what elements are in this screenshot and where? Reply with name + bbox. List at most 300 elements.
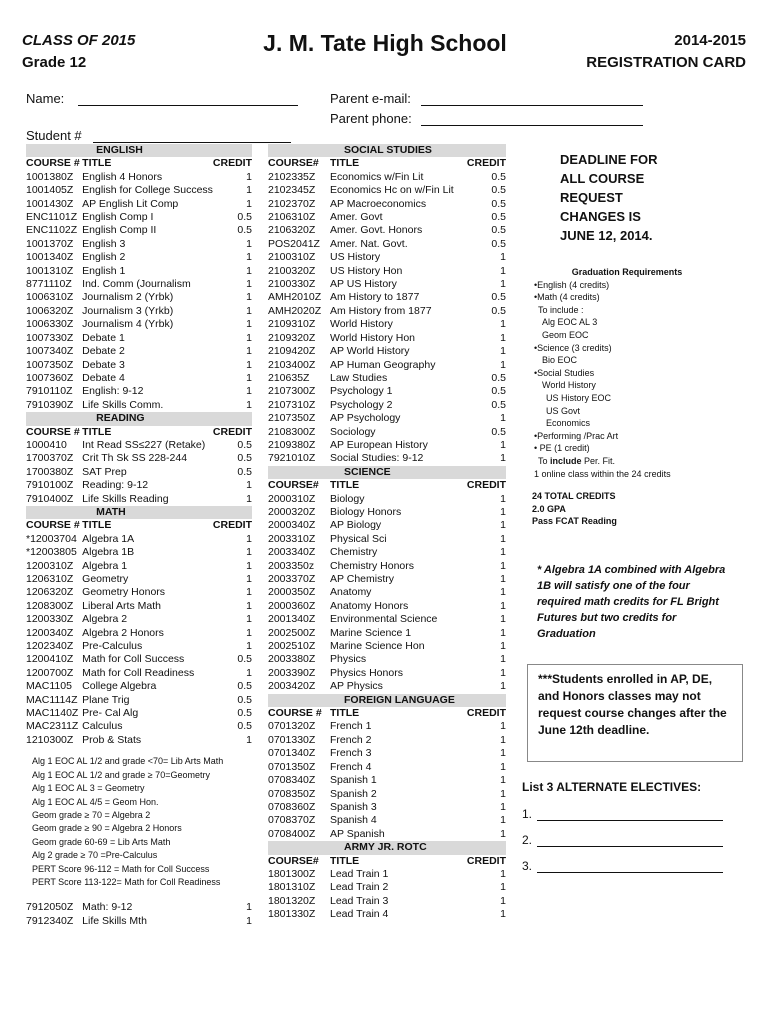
section-header-science bbox=[268, 466, 506, 479]
course-number: 2002510Z bbox=[268, 640, 316, 653]
course-credit: 1 bbox=[500, 412, 506, 425]
course-credit: 1 bbox=[500, 278, 506, 291]
course-title: Physics bbox=[330, 653, 367, 666]
section-title: SCIENCE bbox=[330, 466, 506, 479]
section-title: ENGLISH bbox=[82, 144, 252, 157]
course-title: Chemistry Honors bbox=[330, 559, 415, 572]
course-row bbox=[268, 908, 506, 921]
course-title: French 1 bbox=[330, 720, 372, 733]
card-title: REGISTRATION CARD bbox=[586, 54, 746, 71]
course-credit: 1 bbox=[246, 304, 252, 317]
course-row bbox=[268, 747, 506, 760]
course-number: 2000310Z bbox=[268, 492, 316, 505]
course-number: *12003704 bbox=[26, 532, 77, 545]
course-title: AP English Lit Comp bbox=[82, 197, 179, 210]
course-row bbox=[268, 506, 506, 519]
title-header: TITLE bbox=[330, 707, 360, 720]
course-row bbox=[26, 627, 252, 640]
course-number: 2109320Z bbox=[268, 331, 316, 344]
course-row bbox=[268, 251, 506, 264]
course-title: AP Macroeconomics bbox=[330, 197, 427, 210]
parent-phone-field[interactable] bbox=[330, 111, 643, 126]
title-header: TITLE bbox=[82, 157, 112, 170]
course-title: Marine Science 1 bbox=[330, 626, 412, 639]
course-title: Life Skills Comm. bbox=[82, 398, 164, 411]
math-placement-note bbox=[26, 769, 252, 782]
course-row bbox=[268, 278, 506, 291]
course-title: Math for Coll Readiness bbox=[82, 666, 195, 679]
section-header-foreign-language bbox=[268, 694, 506, 707]
course-number: POS2041Z bbox=[268, 237, 320, 250]
course-title: Chemistry bbox=[330, 546, 378, 559]
parent-email-field[interactable] bbox=[330, 91, 643, 106]
course-title: Crit Th Sk SS 228-244 bbox=[82, 452, 188, 465]
course-title: Marine Science Hon bbox=[330, 640, 425, 653]
course-row bbox=[268, 720, 506, 733]
placement-note-text: Geom grade 60-69 = Lib Arts Math bbox=[32, 836, 171, 847]
course-title: Spanish 3 bbox=[330, 800, 377, 813]
course-row bbox=[26, 345, 252, 358]
course-row bbox=[268, 372, 506, 385]
course-credit: 1 bbox=[246, 385, 252, 398]
course-title: English 1 bbox=[82, 264, 126, 277]
course-row bbox=[268, 184, 506, 197]
course-title: US History Hon bbox=[330, 264, 403, 277]
course-row bbox=[26, 399, 252, 412]
section-title: ARMY JR. ROTC bbox=[330, 841, 506, 854]
course-number: 210635Z bbox=[268, 371, 310, 384]
student-number-field[interactable] bbox=[26, 128, 291, 143]
section-header-social-studies bbox=[268, 144, 506, 157]
column-header-row bbox=[26, 426, 252, 439]
graduation-requirement-line: •Performing /Prac Art bbox=[534, 430, 619, 441]
course-credit: 0.5 bbox=[237, 452, 252, 465]
course-number: 7910110Z bbox=[26, 385, 73, 398]
course-title: Pre-Calculus bbox=[82, 640, 143, 653]
course-title: Biology Honors bbox=[330, 505, 402, 518]
course-number: 2102370Z bbox=[268, 197, 316, 210]
course-credit: 0.5 bbox=[237, 224, 252, 237]
section-spacer bbox=[268, 694, 330, 707]
course-title: Reading: 9-12 bbox=[82, 479, 149, 492]
course-number: 1001430Z bbox=[26, 197, 74, 210]
column-header-row bbox=[268, 157, 506, 170]
course-number: 2003350z bbox=[268, 559, 315, 572]
credit-header: CREDIT bbox=[212, 157, 252, 170]
course-credit: 0.5 bbox=[237, 720, 252, 733]
course-title: AP Physics bbox=[330, 680, 383, 693]
course-title: Physical Sci bbox=[330, 532, 387, 545]
course-title: English Comp I bbox=[82, 211, 154, 224]
math-placement-note bbox=[26, 836, 252, 849]
course-credit: 1 bbox=[500, 814, 506, 827]
course-number: 7910390Z bbox=[26, 398, 74, 411]
course-number: 0701330Z bbox=[268, 733, 316, 746]
course-credit: 1 bbox=[500, 640, 506, 653]
course-number: 1202340Z bbox=[26, 640, 74, 653]
course-credit: 1 bbox=[246, 479, 252, 492]
course-credit: 1 bbox=[500, 908, 506, 921]
course-number: AMH2020Z bbox=[268, 304, 322, 317]
graduation-requirements bbox=[532, 266, 742, 528]
course-row bbox=[268, 412, 506, 425]
course-number: 1001405Z bbox=[26, 184, 74, 197]
course-credit: 1 bbox=[500, 680, 506, 693]
alternate-elective-input-line[interactable] bbox=[537, 858, 723, 873]
course-credit: 1 bbox=[500, 867, 506, 880]
course-credit: 1 bbox=[246, 264, 252, 277]
deadline-notice bbox=[560, 150, 658, 245]
course-credit: 1 bbox=[500, 827, 506, 840]
course-row bbox=[26, 694, 252, 707]
column-header-row bbox=[26, 519, 252, 532]
name-label: Name: bbox=[26, 91, 65, 106]
course-row bbox=[26, 901, 252, 914]
section-header-english bbox=[26, 144, 252, 157]
course-number: 2003310Z bbox=[268, 532, 316, 545]
course-row bbox=[268, 640, 506, 653]
course-credit: 1 bbox=[500, 653, 506, 666]
course-number: 2107300Z bbox=[268, 385, 316, 398]
course-title: French 4 bbox=[330, 760, 372, 773]
course-title: Economics Hc on w/Fin Lit bbox=[330, 184, 454, 197]
course-row bbox=[26, 573, 252, 586]
course-row bbox=[268, 828, 506, 841]
course-title: Geometry bbox=[82, 573, 129, 585]
course-number: 1200340Z bbox=[26, 626, 74, 639]
course-credit: 1 bbox=[500, 894, 506, 907]
class-of-label: CLASS OF 2015 bbox=[22, 32, 136, 49]
course-row bbox=[26, 224, 252, 237]
course-row bbox=[26, 385, 252, 398]
course-title: Psychology 2 bbox=[330, 398, 393, 411]
course-number: 1700380Z bbox=[26, 465, 74, 478]
course-row bbox=[268, 814, 506, 827]
course-credit: 1 bbox=[246, 573, 252, 585]
course-row bbox=[26, 640, 252, 653]
algebra-note: * Algebra 1A combined with Algebra 1B will satisfy one of the four required math credits for FL Bright Futures but two credits for Graduation bbox=[537, 564, 726, 640]
spacer-row bbox=[26, 889, 252, 901]
course-title: English: 9-12 bbox=[82, 385, 144, 398]
course-credit: 1 bbox=[500, 573, 506, 585]
course-credit: 1 bbox=[246, 251, 252, 264]
course-credit: 1 bbox=[500, 733, 506, 746]
alternate-elective-input-line[interactable] bbox=[537, 832, 723, 847]
course-title: English 4 Honors bbox=[82, 170, 163, 183]
graduation-requirement-line: US Govt bbox=[546, 405, 581, 416]
course-title: Liberal Arts Math bbox=[82, 599, 161, 612]
course-title: Anatomy bbox=[330, 586, 372, 599]
math-placement-note bbox=[26, 876, 252, 889]
credit-header: CREDIT bbox=[466, 157, 506, 170]
course-number: 0701340Z bbox=[268, 747, 316, 760]
course-credit: 1 bbox=[500, 774, 506, 787]
name-field[interactable] bbox=[26, 91, 298, 106]
placement-note-text: Geom grade ≥ 70 = Algebra 2 bbox=[32, 809, 151, 820]
graduation-requirement-line: World History bbox=[542, 380, 596, 391]
course-title: SAT Prep bbox=[82, 465, 127, 478]
course-title: Social Studies: 9-12 bbox=[330, 452, 424, 465]
course-row bbox=[26, 546, 252, 559]
section-spacer bbox=[268, 144, 330, 157]
graduation-requirement-line: Geom EOC bbox=[542, 329, 589, 340]
course-credit: 1 bbox=[246, 640, 252, 653]
course-number: 8771110Z bbox=[26, 278, 72, 291]
course-title: Journalism 4 (Yrbk) bbox=[82, 318, 174, 331]
course-title: Debate 4 bbox=[82, 371, 125, 384]
course-number: 2100310Z bbox=[268, 251, 316, 264]
graduation-title: Graduation Requirements bbox=[571, 267, 683, 277]
parent-email-input-line[interactable] bbox=[421, 91, 643, 106]
course-title: Journalism 3 (Yrkb) bbox=[82, 304, 174, 317]
course-credit: 0.5 bbox=[491, 224, 506, 237]
course-credit: 1 bbox=[246, 666, 252, 679]
course-row bbox=[268, 359, 506, 372]
course-number: 7910100Z bbox=[26, 479, 74, 492]
course-title: Law Studies bbox=[330, 371, 388, 384]
course-number-header: COURSE# bbox=[268, 157, 319, 170]
course-title: Biology bbox=[330, 492, 365, 505]
course-number-header: COURSE # bbox=[26, 425, 80, 438]
section-title: FOREIGN LANGUAGE bbox=[330, 694, 506, 707]
course-row bbox=[268, 493, 506, 506]
course-row bbox=[26, 493, 252, 506]
course-credit: 0.5 bbox=[491, 170, 506, 183]
student-number-label: Student # bbox=[26, 128, 82, 143]
course-number: 1001310Z bbox=[26, 264, 74, 277]
course-credit: 1 bbox=[246, 371, 252, 384]
math-placement-note bbox=[26, 796, 252, 809]
course-title: Journalism 2 (Yrbk) bbox=[82, 291, 174, 304]
spacer-row bbox=[26, 747, 252, 755]
course-title: AP Spanish bbox=[330, 827, 385, 840]
course-number: 2109310Z bbox=[268, 318, 316, 331]
name-input-line[interactable] bbox=[78, 91, 298, 106]
course-number: 2003380Z bbox=[268, 653, 316, 666]
course-credit: 1 bbox=[246, 291, 252, 304]
course-row bbox=[268, 211, 506, 224]
title-header: TITLE bbox=[330, 479, 360, 492]
course-number: 1001380Z bbox=[26, 170, 74, 183]
course-title: AP World History bbox=[330, 345, 410, 358]
section-title: MATH bbox=[82, 506, 252, 519]
graduation-total-line: Pass FCAT Reading bbox=[532, 516, 617, 527]
course-credit: 0.5 bbox=[491, 425, 506, 438]
course-title: Amer. Govt bbox=[330, 211, 383, 224]
course-credit: 1 bbox=[500, 519, 506, 532]
course-credit: 1 bbox=[500, 331, 506, 344]
course-row bbox=[268, 667, 506, 680]
course-row bbox=[26, 915, 252, 928]
course-number: 1006320Z bbox=[26, 304, 74, 317]
course-row bbox=[268, 560, 506, 573]
course-row bbox=[26, 318, 252, 331]
course-title: Int Read SS≤227 (Retake) bbox=[82, 438, 206, 451]
placement-note-text: Alg 1 EOC AL 1/2 and grade ≥ 70=Geometry bbox=[32, 769, 210, 780]
alternate-elective-input-line[interactable] bbox=[537, 806, 723, 821]
alternate-electives bbox=[522, 780, 723, 884]
course-number-header: COURSE # bbox=[26, 157, 80, 170]
course-number: 2102335Z bbox=[268, 170, 316, 183]
course-row bbox=[26, 560, 252, 573]
alternate-elective-field[interactable] bbox=[522, 832, 723, 847]
section-spacer bbox=[268, 841, 330, 854]
course-row bbox=[26, 198, 252, 211]
course-credit: 1 bbox=[246, 914, 252, 927]
course-title: Lead Train 3 bbox=[330, 894, 389, 907]
alternate-elective-number: 1. bbox=[522, 807, 533, 821]
course-credit: 1 bbox=[500, 532, 506, 545]
course-row bbox=[268, 546, 506, 559]
course-title: US History bbox=[330, 251, 381, 264]
course-title: Algebra 1B bbox=[82, 546, 135, 559]
student-number-input-line[interactable] bbox=[93, 128, 291, 143]
section-spacer bbox=[26, 412, 82, 425]
course-title: Amer. Govt. Honors bbox=[330, 224, 423, 237]
course-credit: 1 bbox=[246, 170, 252, 183]
course-number: 0708340Z bbox=[268, 774, 316, 787]
course-number: AMH2010Z bbox=[268, 291, 322, 304]
course-number: 2107350Z bbox=[268, 412, 316, 425]
course-row bbox=[268, 198, 506, 211]
credit-header: CREDIT bbox=[212, 519, 252, 532]
course-title: AP Human Geography bbox=[330, 358, 436, 371]
course-title: English Comp II bbox=[82, 224, 157, 237]
course-row bbox=[268, 305, 506, 318]
alternate-elective-field[interactable] bbox=[522, 858, 723, 873]
course-title: English 2 bbox=[82, 251, 126, 264]
course-row bbox=[26, 667, 252, 680]
course-number: 7912340Z bbox=[26, 914, 74, 927]
course-row bbox=[26, 680, 252, 693]
course-credit: 0.5 bbox=[491, 291, 506, 304]
course-title: Spanish 4 bbox=[330, 814, 377, 827]
course-number: 2106310Z bbox=[268, 211, 316, 224]
credit-header: CREDIT bbox=[466, 479, 506, 492]
course-number: 2103400Z bbox=[268, 358, 316, 371]
course-row bbox=[268, 332, 506, 345]
course-credit: 1 bbox=[246, 237, 252, 250]
title-header: TITLE bbox=[330, 157, 360, 170]
course-row bbox=[268, 801, 506, 814]
course-credit: 1 bbox=[500, 586, 506, 599]
course-title: Am History from 1877 bbox=[330, 304, 432, 317]
course-credit: 0.5 bbox=[491, 237, 506, 250]
math-placement-note bbox=[26, 863, 252, 876]
course-row bbox=[268, 399, 506, 412]
course-title: Algebra 1A bbox=[82, 532, 135, 545]
course-title: English for College Success bbox=[82, 184, 213, 197]
course-row bbox=[268, 734, 506, 747]
course-title: Algebra 1 bbox=[82, 559, 128, 572]
course-number: 0708400Z bbox=[268, 827, 316, 840]
parent-phone-input-line[interactable] bbox=[421, 111, 643, 126]
course-row bbox=[268, 881, 506, 894]
course-number: MAC1105 bbox=[26, 680, 72, 693]
graduation-requirement-line: Economics bbox=[546, 418, 591, 429]
course-credit: 1 bbox=[246, 613, 252, 626]
placement-note-text: Alg 1 EOC AL 3 = Geometry bbox=[32, 783, 145, 794]
online-class-line: 1 online class within the 24 credits bbox=[534, 468, 671, 479]
course-number: 2000320Z bbox=[268, 505, 316, 518]
course-title: World History bbox=[330, 318, 393, 331]
course-row bbox=[268, 439, 506, 452]
course-row bbox=[26, 171, 252, 184]
course-title: Sociology bbox=[330, 425, 376, 438]
course-credit: 1 bbox=[246, 345, 252, 358]
school-title: J. M. Tate High School bbox=[263, 30, 507, 56]
course-number: 1206320Z bbox=[26, 586, 74, 599]
graduation-total-line: 2.0 GPA bbox=[532, 503, 566, 514]
course-row bbox=[268, 533, 506, 546]
course-number: 2003340Z bbox=[268, 546, 316, 559]
course-credit: 1 bbox=[500, 318, 506, 331]
course-number: 1200330Z bbox=[26, 613, 74, 626]
course-credit: 1 bbox=[500, 438, 506, 451]
course-credit: 1 bbox=[500, 345, 506, 358]
placement-note-text: Alg 1 EOC AL 4/5 = Geom Hon. bbox=[32, 796, 159, 807]
course-credit: 1 bbox=[246, 733, 252, 746]
course-credit: 1 bbox=[500, 613, 506, 626]
course-title: Debate 3 bbox=[82, 358, 125, 371]
graduation-requirement-line: •Science (3 credits) bbox=[534, 342, 612, 353]
math-placement-note bbox=[26, 822, 252, 835]
ap-note-box: ***Students enrolled in AP, DE, and Honors classes may not request course changes after the June 12th deadline. bbox=[527, 664, 743, 762]
course-title: Anatomy Honors bbox=[330, 599, 409, 612]
course-number: 2003370Z bbox=[268, 573, 316, 585]
course-number-header: COURSE# bbox=[268, 854, 319, 867]
course-number: 2000350Z bbox=[268, 586, 316, 599]
placement-note-text: Alg 2 grade ≥ 70 =Pre-Calculus bbox=[32, 850, 158, 861]
course-credit: 1 bbox=[246, 331, 252, 344]
course-row bbox=[26, 184, 252, 197]
course-number: 0701350Z bbox=[268, 760, 316, 773]
graduation-requirement-line: To include : bbox=[538, 304, 584, 315]
course-number: 2106320Z bbox=[268, 224, 316, 237]
course-title: AP Biology bbox=[330, 519, 382, 532]
course-row bbox=[26, 291, 252, 304]
graduation-requirement-line: •Social Studies bbox=[534, 367, 595, 378]
course-credit: 1 bbox=[246, 318, 252, 331]
middle-course-table bbox=[268, 144, 506, 922]
course-number: *12003805 bbox=[26, 546, 77, 559]
course-number: MAC2311Z bbox=[26, 720, 79, 733]
course-row bbox=[26, 251, 252, 264]
course-title: Spanish 1 bbox=[330, 774, 377, 787]
column-header-row bbox=[268, 855, 506, 868]
course-row bbox=[26, 359, 252, 372]
course-title: Plane Trig bbox=[82, 693, 130, 706]
course-number: 1006310Z bbox=[26, 291, 74, 304]
alternate-elective-field[interactable] bbox=[522, 806, 723, 821]
course-row bbox=[268, 519, 506, 532]
course-credit: 1 bbox=[246, 398, 252, 411]
course-credit: 1 bbox=[246, 586, 252, 599]
course-row bbox=[268, 426, 506, 439]
parent-email-label: Parent e-mail: bbox=[330, 91, 411, 106]
course-credit: 0.5 bbox=[491, 304, 506, 317]
course-row bbox=[26, 452, 252, 465]
course-row bbox=[26, 466, 252, 479]
course-row bbox=[26, 265, 252, 278]
deadline-line: CHANGES IS bbox=[560, 209, 641, 224]
course-title: Math: 9-12 bbox=[82, 901, 133, 914]
course-number: 7921010Z bbox=[268, 452, 316, 465]
math-placement-note bbox=[26, 755, 252, 768]
left-course-table bbox=[26, 144, 252, 928]
course-number: ENC1102Z bbox=[26, 224, 78, 237]
course-number: 2000340Z bbox=[268, 519, 316, 532]
